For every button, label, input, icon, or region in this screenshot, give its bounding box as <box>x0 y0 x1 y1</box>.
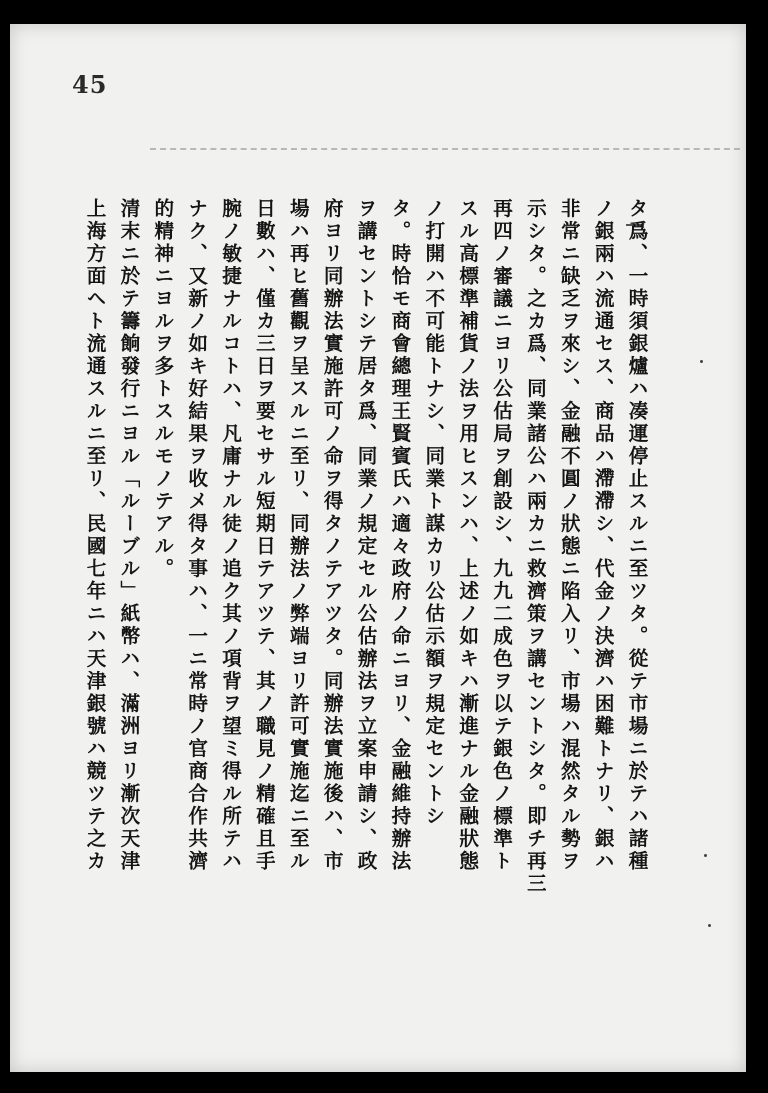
speck <box>700 360 703 363</box>
text-column-14: ナク、又新ノ如キ好結果ヲ收メ得タ事ハ、一ニ常時ノ官商合作共濟 <box>184 198 208 873</box>
document-page <box>10 24 746 1072</box>
text-body <box>82 198 648 1028</box>
speck <box>708 924 711 927</box>
text-column-3: 非常ニ缺乏ヲ來シ、金融不圓ノ狀態ニ陷入リ、市場ハ混然タル勢ヲ <box>557 198 581 873</box>
speck <box>704 854 707 857</box>
text-column-1: タ爲、一時須銀爐ハ凑運停止スルニ至ツタ。從テ市場ニ於テハ諸種 <box>625 198 648 873</box>
text-column-12: 日數ハ、僅カ三日ヲ要セサル短期日テアツテ、其ノ職見ノ精確且手 <box>252 198 276 873</box>
text-column-17: 上海方面ヘト流通スルニ至リ、民國七年ニハ天津銀號ハ競ツテ之カ <box>83 198 106 873</box>
text-column-5: 再四ノ審議ニヨリ公估局ヲ創設シ、九九二成色ヲ以テ銀色ノ標準ト <box>489 198 513 873</box>
text-column-2: ノ銀兩ハ流通セス、商品ハ滯滯シ、代金ノ決濟ハ困難トナリ、銀ハ <box>591 198 615 873</box>
text-column-7: ノ打開ハ不可能トナシ、同業ト謀カリ公估示額ヲ規定セントシ <box>421 198 445 828</box>
text-column-6: スル高標準補貨ノ法ヲ用ヒスンハ、上述ノ如キハ漸進ナル金融狀態 <box>455 198 479 873</box>
text-column-13: 腕ノ敏捷ナルコトハ、凡庸ナル徒ノ追ク其ノ項背ヲ望ミ得ル所テハ <box>218 198 242 873</box>
text-column-16: 清末ニ於テ籌餉發行ニヨル「ルーブル」紙幣ハ、滿洲ヨリ漸次天津 <box>116 198 140 873</box>
text-column-9: ヲ講セントシテ居タ爲、同業ノ規定セル公估辦法ヲ立案申請シ、政 <box>354 198 377 873</box>
text-column-8: タ。時恰モ商會總理王賢賓氏ハ適々政府ノ命ニヨリ、金融維持辦法 <box>387 198 411 873</box>
text-column-15: 的精神ニヨルヲ多トスルモノテアル。 <box>150 198 174 581</box>
text-column-4: 示シタ。之カ爲、同業諸公ハ兩カニ救濟策ヲ講セントシタ。即チ再三 <box>523 198 547 896</box>
top-rule <box>150 148 740 150</box>
text-column-10: 府ヨリ同辦法實施許可ノ命ヲ得タノテアツタ。同辦法實施後ハ、市 <box>320 198 344 873</box>
page-number: 45 <box>72 70 108 99</box>
text-column-11: 場ハ再ヒ舊觀ヲ呈スルニ至リ、同辦法ノ弊端ヨリ許可實施迄ニ至ル <box>286 198 310 873</box>
